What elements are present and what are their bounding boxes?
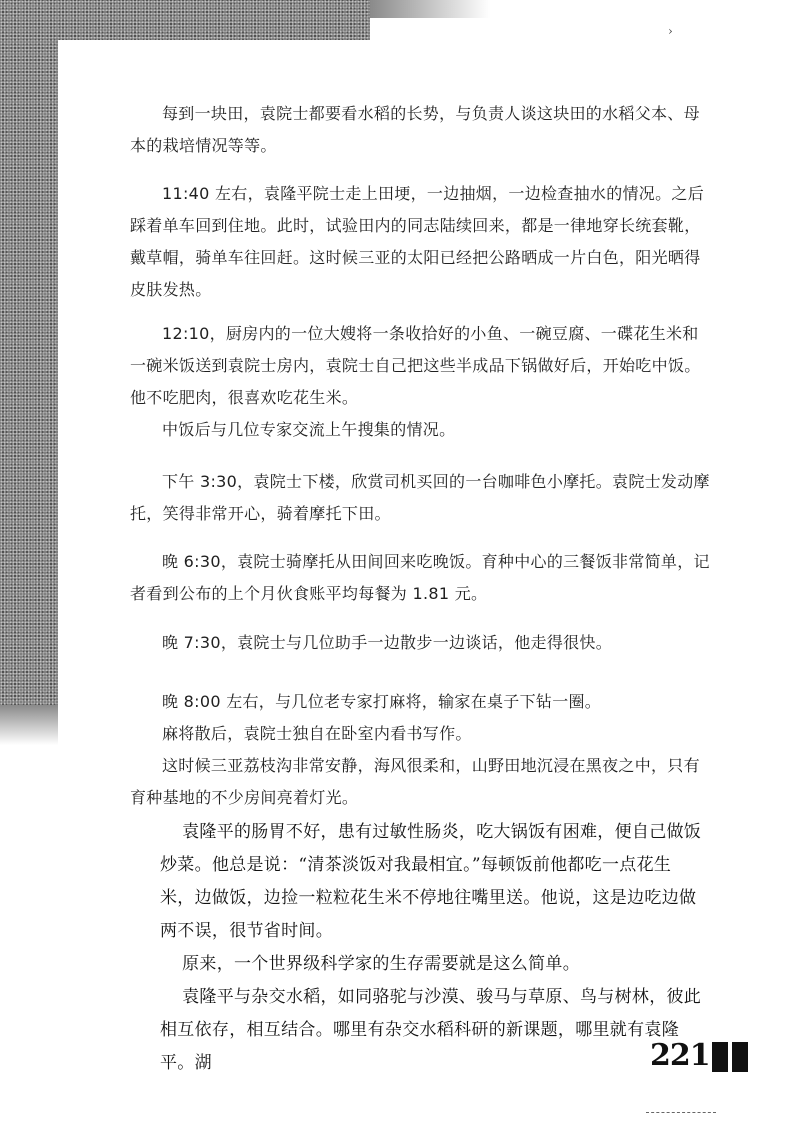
footer-line: [646, 1112, 716, 1114]
inset-paragraph: 每到一块田，袁院士都要看水稻的长势，与负责人谈这块田的水稻父本、母本的栽培情况等等。: [130, 104, 700, 155]
main-paragraph: 原来，一个世界级科学家的生存需要就是这么简单。: [182, 954, 580, 974]
inset-block-7: [130, 686, 710, 814]
inset-block-3: [130, 318, 710, 446]
main-text: [160, 816, 705, 1080]
inset-paragraph: 11:40 左右，袁隆平院士走上田埂，一边抽烟，一边检查抽水的情况。之后踩着单车回到住地。此时，试验田内的同志陆续回来，都是一律地穿长统套靴，戴草帽，骑单车往回赶。这时候三亚的太阳已经把公路晒成一片白色，阳光晒得皮肤发热。: [130, 184, 704, 299]
inset-paragraph: 中饭后与几位专家交流上午搜集的情况。: [162, 420, 456, 439]
inset-paragraph: 晚 8:00 左右，与几位老专家打麻将，输家在桌子下钻一圈。: [162, 692, 602, 711]
page-number-block-1: [712, 1042, 728, 1072]
scan-border-top-fade: [370, 0, 490, 18]
inset-paragraph: 晚 7:30，袁院士与几位助手一边散步一边谈话，他走得很快。: [162, 633, 613, 652]
corner-mark: ›: [668, 24, 673, 38]
scan-border-left-fade: [0, 705, 58, 745]
scan-border-left: [0, 0, 58, 705]
inset-paragraph: 12:10，厨房内的一位大嫂将一条收拾好的小鱼、一碗豆腐、一碟花生米和一碗米饭送到袁院士房内，袁院士自己把这些半成品下锅做好后，开始吃中饭。他不吃肥肉，很喜欢吃花生米。: [130, 324, 701, 407]
inset-block-2: [130, 178, 710, 306]
inset-block-5: [130, 546, 710, 610]
inset-block-4: [130, 466, 710, 530]
main-paragraph: 袁隆平与杂交水稻，如同骆驼与沙漠、骏马与草原、鸟与树林，彼此相互依存，相互结合。哪里有杂交水稻科研的新课题，哪里就有袁隆平。湖: [160, 987, 702, 1073]
inset-block-1: [130, 98, 710, 162]
page-number-block-2: [732, 1042, 748, 1072]
page-number: 221: [650, 1038, 710, 1073]
inset-block-6: [130, 627, 710, 659]
inset-paragraph: 麻将散后，袁院士独自在卧室内看书写作。: [162, 724, 472, 743]
inset-paragraph: 下午 3:30，袁院士下楼，欣赏司机买回的一台咖啡色小摩托。袁院士发动摩托，笑得非常开心，骑着摩托下田。: [130, 472, 710, 523]
main-paragraph: 袁隆平的肠胃不好，患有过敏性肠炎，吃大锅饭有困难，便自己做饭炒菜。他总是说：“清茶淡饭对我最相宜。”每顿饭前他都吃一点花生米，边做饭，边捡一粒粒花生米不停地往嘴里送。他说，这是边吃边做两不误，很节省时间。: [160, 822, 702, 941]
inset-paragraph: 晚 6:30，袁院士骑摩托从田间回来吃晚饭。育种中心的三餐饭非常简单，记者看到公布的上个月伙食账平均每餐为 1.81 元。: [130, 552, 710, 603]
inset-paragraph: 这时候三亚荔枝沟非常安静，海风很柔和，山野田地沉浸在黑夜之中，只有育种基地的不少房间亮着灯光。: [130, 756, 700, 807]
